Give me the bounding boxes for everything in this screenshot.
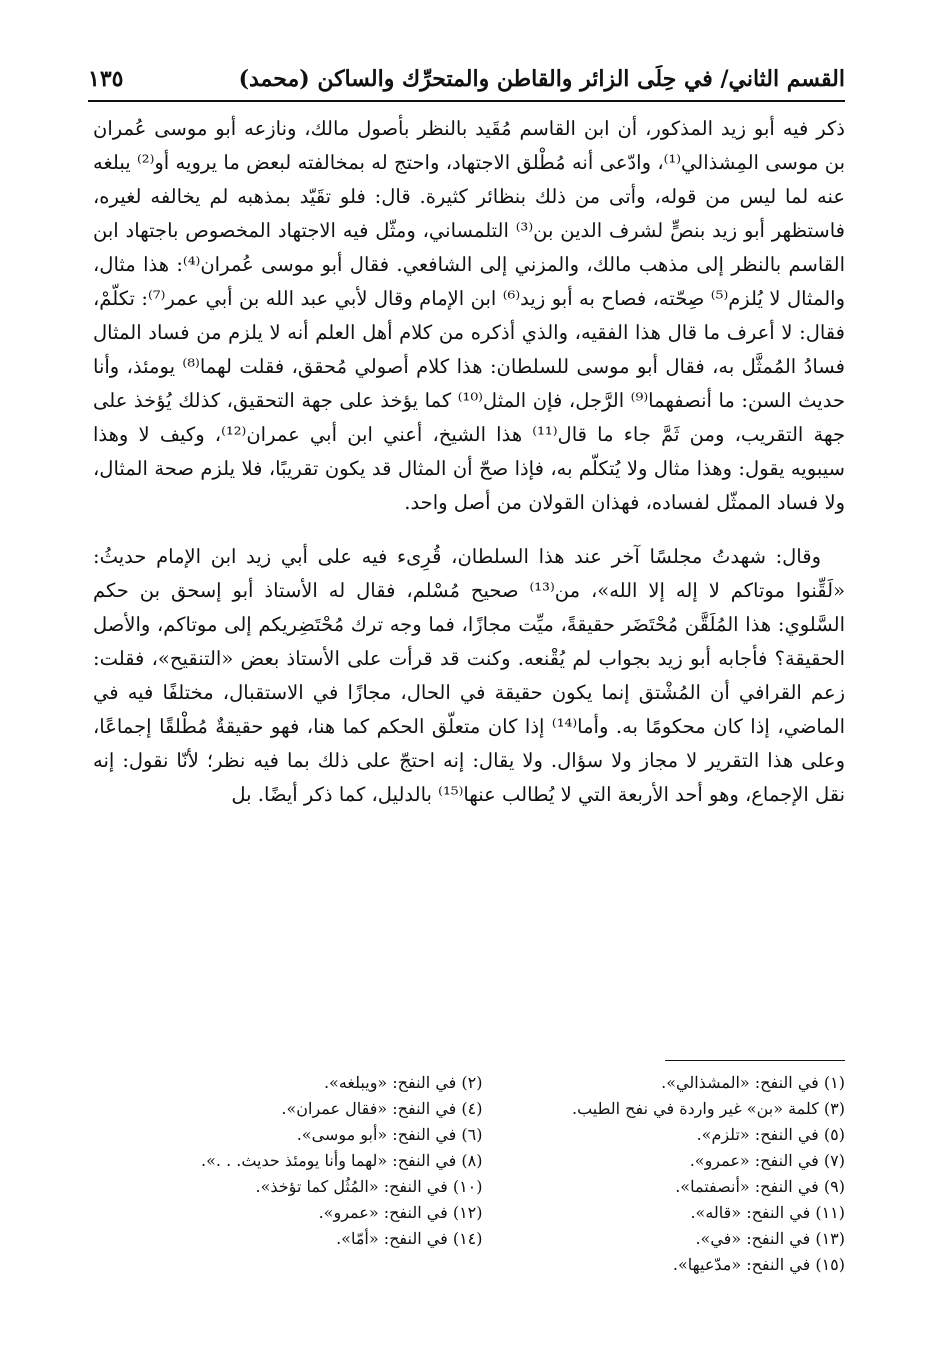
footnote-8: (٨) في النفح: «لهما وأنا يومئذ حديث. . .». bbox=[201, 1151, 483, 1170]
footnote-14: (١٤) في النفح: «أمّا». bbox=[336, 1229, 483, 1248]
footnote-row bbox=[120, 1148, 845, 1174]
footnote-row bbox=[120, 1252, 845, 1278]
footnote-2: (٢) في النفح: «ويبلغه». bbox=[323, 1073, 483, 1092]
footnote-3: (٣) كلمة «بن» غير واردة في نفح الطيب. bbox=[572, 1099, 845, 1118]
paragraph-2: وقال: شهدتُ مجلسًا آخر عند هذا السلطان، قُرِىء فيه على أبي زيد ابن الإمام حديثُ: «لَقِّنوا موتاكم لا إله إلا الله»، من⁽¹³⁾ صحيح مُسْلم، فقال له الأستاذ أبو إسحق بن حكم السَّلوي: هذا المُلَقَّن مُحْتَضَر حقيقةً، ميِّت مجازًا، فما وجه ترك مُحْتَضِريكم إلى موتاكم، والأصل الحقيقة؟ فأجابه أبو زيد بجواب لم يُقْنعه. وكنت قد قرأت على الأستاذ بعض «التنقيح»، فقلت: زعم القرافي أن المُشْتق إنما يكون حقيقة في الحال، مجازًا في الاستقبال، مختلفًا فيه في الماضي، إذا كان محكومًا به. وأما⁽¹⁴⁾ إذا كان متعلّق الحكم كما هنا، فهو حقيقةٌ مُطْلقًا إجماعًا، وعلى هذا التقرير لا مجاز ولا سؤال. ولا يقال: إنه احتجّ على ذلك بما فيه نظر؛ لأنّا نقول: إنه نقل الإجماع، وهو أحد الأربعة التي لا يُطالب عنها⁽¹⁵⁾ بالدليل، كما ذكر أيضًا. بل bbox=[93, 545, 846, 806]
paragraph-1: ذكر فيه أبو زيد المذكور، أن ابن القاسم مُقَيد بالنظر بأصول مالك، ونازعه أبو موسى عُمران بن موسى المِشذالي⁽¹⁾، وادّعى أنه مُطْلق الاجتهاد، واحتج له بمخالفته لبعض ما يرويه أو⁽²⁾ يبلغه عنه لما ليس من قوله، وأتى من ذلك بنظائر كثيرة. قال: فلو تقَيّد بمذهبه لم يخالفه لغيره، فاستظهر أبو زيد بنصٍّ لشرف الدين بن⁽³⁾ التلمساني، ومثّل فيه الاجتهاد المخصوص باجتهاد ابن القاسم بالنظر إلى مذهب مالك، والمزني إلى الشافعي. فقال أبو موسى عُمران⁽⁴⁾: هذا مثال، والمثال لا يُلزم⁽⁵⁾ صِحّته، فصاح به أبو زيد⁽⁶⁾ ابن الإمام وقال لأبي عبد الله بن أبي عمر⁽⁷⁾: تكلّمْ، فقال: لا أعرف ما قال هذا الفقيه، والذي أذكره من كلام أهل العلم أنه لا يلزم من فساد المثال فسادُ المُمثَّل به، فقال أبو موسى للسلطان: هذا كلام أصولي مُحقق، فقلت لهما⁽⁸⁾ يومئذ، وأنا حديث السن: ما أنصفهما⁽⁹⁾ الرَّجل، فإن المثل⁽¹⁰⁾ كما يؤخذ على جهة التحقيق، كذلك يُؤخذ على جهة التقريب، ومن ثَمَّ جاء ما قال⁽¹¹⁾ هذا الشيخ، أعني ابن أبي عمران⁽¹²⁾، وكيف لا وهذا سيبويه يقول: وهذا مثال ولا يُتكلّم به، فإذا صحّ أن المثال قد يكون تقريبًا، فلا يلزم صحة المثال، ولا فساد الممثّل لفساده، فهذان القولان من أصل واحد. bbox=[93, 117, 845, 514]
footnote-row bbox=[120, 1200, 845, 1226]
footnote-12: (١٢) في النفح: «عمرو». bbox=[318, 1203, 483, 1222]
footnote-row bbox=[120, 1226, 845, 1252]
footnote-empty bbox=[120, 1252, 483, 1278]
footnote-4: (٤) في النفح: «فقال عمران». bbox=[281, 1099, 483, 1118]
footnote-row bbox=[120, 1122, 845, 1148]
footnote-13: (١٣) في النفح: «في». bbox=[695, 1229, 845, 1248]
footnotes bbox=[120, 1070, 845, 1278]
header-rule bbox=[88, 100, 845, 102]
footnote-1: (١) في النفح: «المشذالي». bbox=[661, 1073, 845, 1092]
header-title: القسم الثاني/ في حِلَى الزائر والقاطن والمتحرِّك والساكن (محمد) bbox=[238, 66, 845, 92]
footnote-5: (٥) في النفح: «تلزم». bbox=[696, 1125, 845, 1144]
footnote-15: (١٥) في النفح: «مدّعيها». bbox=[672, 1255, 845, 1274]
footnote-row bbox=[120, 1070, 845, 1096]
footnote-row bbox=[120, 1096, 845, 1122]
footnote-10: (١٠) في النفح: «المُثُل كما تؤخذ». bbox=[255, 1177, 483, 1196]
footnote-7: (٧) في النفح: «عمرو». bbox=[689, 1151, 845, 1170]
page-number: ١٣٥ bbox=[88, 66, 124, 92]
footnote-6: (٦) في النفح: «أبو موسى». bbox=[296, 1125, 483, 1144]
running-header bbox=[88, 62, 845, 96]
footnote-9: (٩) في النفح: «أنصفتما». bbox=[675, 1177, 845, 1196]
footnote-separator bbox=[665, 1060, 845, 1061]
footnote-row bbox=[120, 1174, 845, 1200]
footnote-11: (١١) في النفح: «قاله». bbox=[690, 1203, 845, 1222]
main-text bbox=[93, 112, 845, 812]
